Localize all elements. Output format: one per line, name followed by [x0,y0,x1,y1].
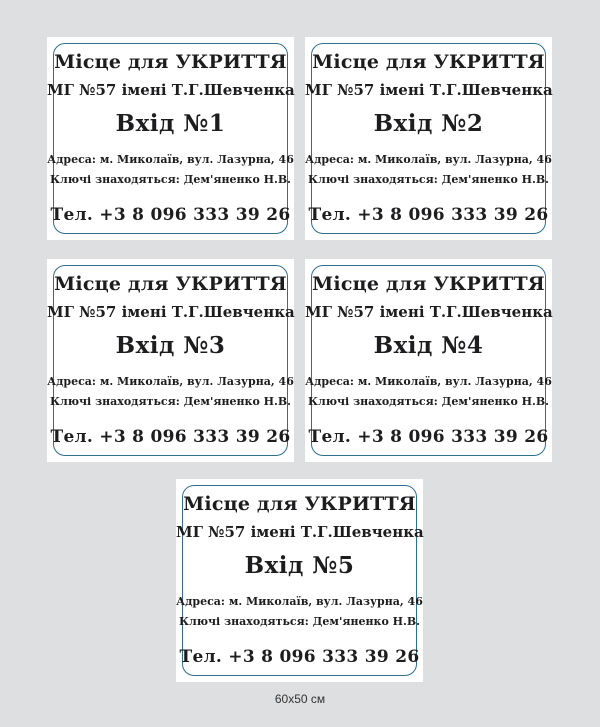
sign-entrance: Вхід №1 [115,110,226,137]
size-label: 60x50 см [274,692,326,706]
sign-address: Адреса: м. Миколаїв, вул. Лазурна, 46 [47,153,294,166]
sign-keys: Ключі знаходяться: Дем'яненко Н.В. [49,395,292,408]
sign-keys: Ключі знаходяться: Дем'яненко Н.В. [49,173,292,186]
sign-title: Місце для УКРИТТЯ [54,51,287,73]
sign-entrance: Вхід №2 [373,110,484,137]
sign-4 [305,259,552,462]
sign-entrance: Вхід №5 [244,552,355,579]
sign-phone: Тел. +3 8 096 333 39 26 [308,205,549,225]
sign-title: Місце для УКРИТТЯ [312,51,545,73]
sign-5 [176,479,423,682]
sign-title: Місце для УКРИТТЯ [54,273,287,295]
sign-address: Адреса: м. Миколаїв, вул. Лазурна, 46 [176,595,423,608]
sign-3 [47,259,294,462]
sign-school: МГ №57 імені Т.Г.Шевченка [47,81,295,99]
sign-school: МГ №57 імені Т.Г.Шевченка [47,303,295,321]
sign-keys: Ключі знаходяться: Дем'яненко Н.В. [178,615,421,628]
sign-title: Місце для УКРИТТЯ [183,493,416,515]
sign-entrance: Вхід №3 [115,332,226,359]
sign-keys: Ключі знаходяться: Дем'яненко Н.В. [307,173,550,186]
sign-address: Адреса: м. Миколаїв, вул. Лазурна, 46 [305,153,552,166]
sign-1 [47,37,294,240]
sign-phone: Тел. +3 8 096 333 39 26 [50,427,291,447]
sign-keys: Ключі знаходяться: Дем'яненко Н.В. [307,395,550,408]
sign-address: Адреса: м. Миколаїв, вул. Лазурна, 46 [47,375,294,388]
sign-entrance: Вхід №4 [373,332,484,359]
sign-address: Адреса: м. Миколаїв, вул. Лазурна, 46 [305,375,552,388]
sign-2 [305,37,552,240]
sign-school: МГ №57 імені Т.Г.Шевченка [305,81,553,99]
sign-title: Місце для УКРИТТЯ [312,273,545,295]
sign-school: МГ №57 імені Т.Г.Шевченка [305,303,553,321]
sign-phone: Тел. +3 8 096 333 39 26 [50,205,291,225]
sign-phone: Тел. +3 8 096 333 39 26 [179,647,420,667]
sign-school: МГ №57 імені Т.Г.Шевченка [176,523,424,541]
sign-phone: Тел. +3 8 096 333 39 26 [308,427,549,447]
